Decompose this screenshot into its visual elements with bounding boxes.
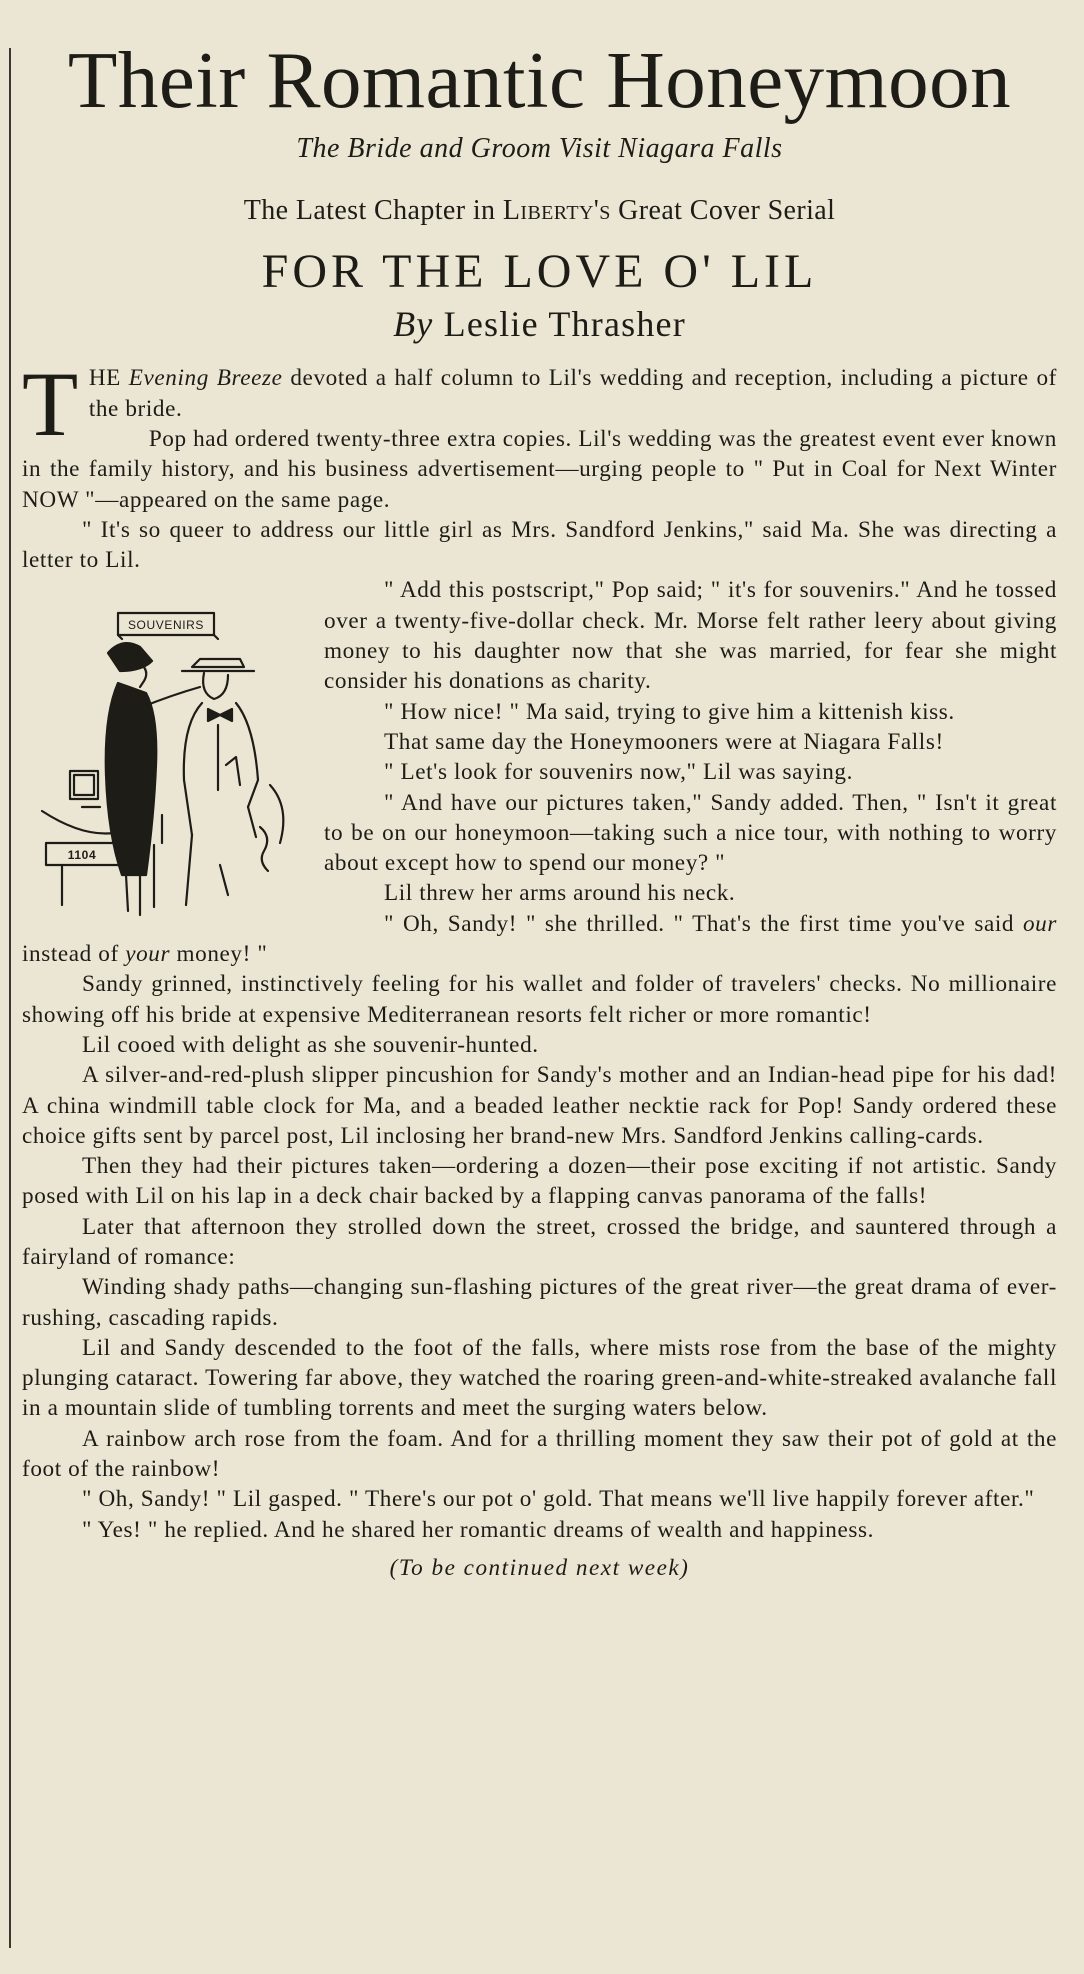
serial-line-tail: Great Cover Serial xyxy=(610,195,836,226)
paragraph: Sandy grinned, instinctively feeling for his wallet and folder of travelers' checks. No millionaire showing off his bride at expensive Mediterranean resorts felt richer or more romantic! xyxy=(22,971,1057,1028)
byline-author: Leslie Thrasher xyxy=(443,304,686,345)
paragraph-text: devoted a half column to Lil's wedding and reception, including a picture of the bride. xyxy=(88,365,1057,422)
newspaper-name: Evening Breeze xyxy=(128,365,283,392)
paragraph: " Yes! " he replied. And he shared her romantic dreams of wealth and happiness. xyxy=(82,1516,875,1543)
drop-cap: T xyxy=(22,353,79,456)
paragraph-text: " Oh, Sandy! " she thrilled. " That's the first time you've said xyxy=(384,910,1023,937)
couple-illustration xyxy=(22,575,312,927)
paragraph: Later that afternoon they strolled down the street, crossed the bridge, and sauntered through a fairyland of romance: xyxy=(22,1213,1057,1270)
paragraph: A silver-and-red-plush slipper pincushion for Sandy's mother and an Indian-head pipe for his dad! A china windmill table clock for Ma, and a beaded leather necktie rack for Pop! Sandy ordered these choice gifts sent by parcel post, Lil inclosing her brand-new Mrs. Sandford Jenkins calling-cards. xyxy=(22,1062,1057,1149)
byline xyxy=(22,303,1057,345)
souvenir-shop-drawing xyxy=(22,575,312,927)
paragraph: Lil and Sandy descended to the foot of the falls, where mists rose from the base of the mighty plunging cataract. Towering far above, they watched the roaring green-and-white-streaked avalanche fall in a mountain slide of tumbling torrents and meet the surging waters below. xyxy=(22,1334,1057,1422)
emphasis-word: our xyxy=(1022,910,1057,937)
paragraph: " Oh, Sandy! " Lil gasped. " There's our pot o' gold. That means we'll live happily forever after." xyxy=(82,1486,1035,1513)
paragraph: That same day the Honeymooners were at Niagara Falls! xyxy=(384,728,944,755)
serial-line xyxy=(22,195,1057,227)
paragraph: A rainbow arch rose from the foam. And for a thrilling moment they saw their pot of gold at the foot of the rainbow! xyxy=(22,1425,1057,1483)
paragraph-text: HE xyxy=(88,365,129,392)
paragraph-text: money! " xyxy=(170,941,268,968)
magazine-name: Liberty's xyxy=(502,195,611,226)
continued-note: (To be continued next week) xyxy=(389,1554,690,1581)
paragraph: " Let's look for souvenirs now," Lil was saying. xyxy=(384,759,854,786)
serial-line-lead: The Latest Chapter in xyxy=(243,195,503,226)
paragraph: Winding shady paths—changing sun-flashing pictures of the great river—the great drama of ever-rushing, cascading rapids. xyxy=(22,1274,1057,1331)
paragraph: Lil cooed with delight as she souvenir-hunted. xyxy=(82,1031,539,1058)
paragraph-text: instead of xyxy=(22,941,126,968)
emphasis-word: your xyxy=(125,941,171,968)
paragraph: Then they had their pictures taken—ordering a dozen—their pose exciting if not artistic. Sandy posed with Lil on his lap in a deck chair backed by a flapping canvas panorama of the falls! xyxy=(22,1153,1057,1210)
article-page xyxy=(22,35,1057,1583)
souvenirs-sign-text: SOUVENIRS xyxy=(127,618,205,633)
article-body xyxy=(22,353,1057,1583)
paragraph: " Add this postscript," Pop said; " it's for souvenirs." And he tossed over a twenty-five-dollar check. Mr. Morse felt rather leery about giving money to his daughter now that she was married, for fear she might consider his donations as charity. xyxy=(324,577,1057,695)
article-subtitle: The Bride and Groom Visit Niagara Falls xyxy=(296,133,783,164)
byline-by: By xyxy=(393,304,434,345)
paragraph: Pop had ordered twenty-three extra copies. Lil's wedding was the greatest event ever known in the family history, and his business advertisement—urging people to " Put in Coal for Next Winter NOW "—appeared on the same page. xyxy=(22,425,1057,513)
paragraph xyxy=(22,353,1057,456)
paragraph: Lil threw her arms around his neck. xyxy=(384,880,736,907)
article-title: Their Romantic Honeymoon xyxy=(67,35,1012,125)
paragraph: " How nice! " Ma said, trying to give him a kittenish kiss. xyxy=(384,698,955,725)
sign-price-text: 1104 xyxy=(67,848,97,863)
left-margin-rule xyxy=(9,48,11,1948)
paragraph: " It's so queer to address our little girl as Mrs. Sandford Jenkins," said Ma. She was directing a letter to Lil. xyxy=(22,516,1057,574)
paragraph: " And have our pictures taken," Sandy added. Then, " Isn't it great to be on our honeymoon—taking such a nice tour, with nothing to worry about except how to spend our money? " xyxy=(324,789,1057,877)
serial-title: FOR THE LOVE O' LIL xyxy=(261,245,818,298)
